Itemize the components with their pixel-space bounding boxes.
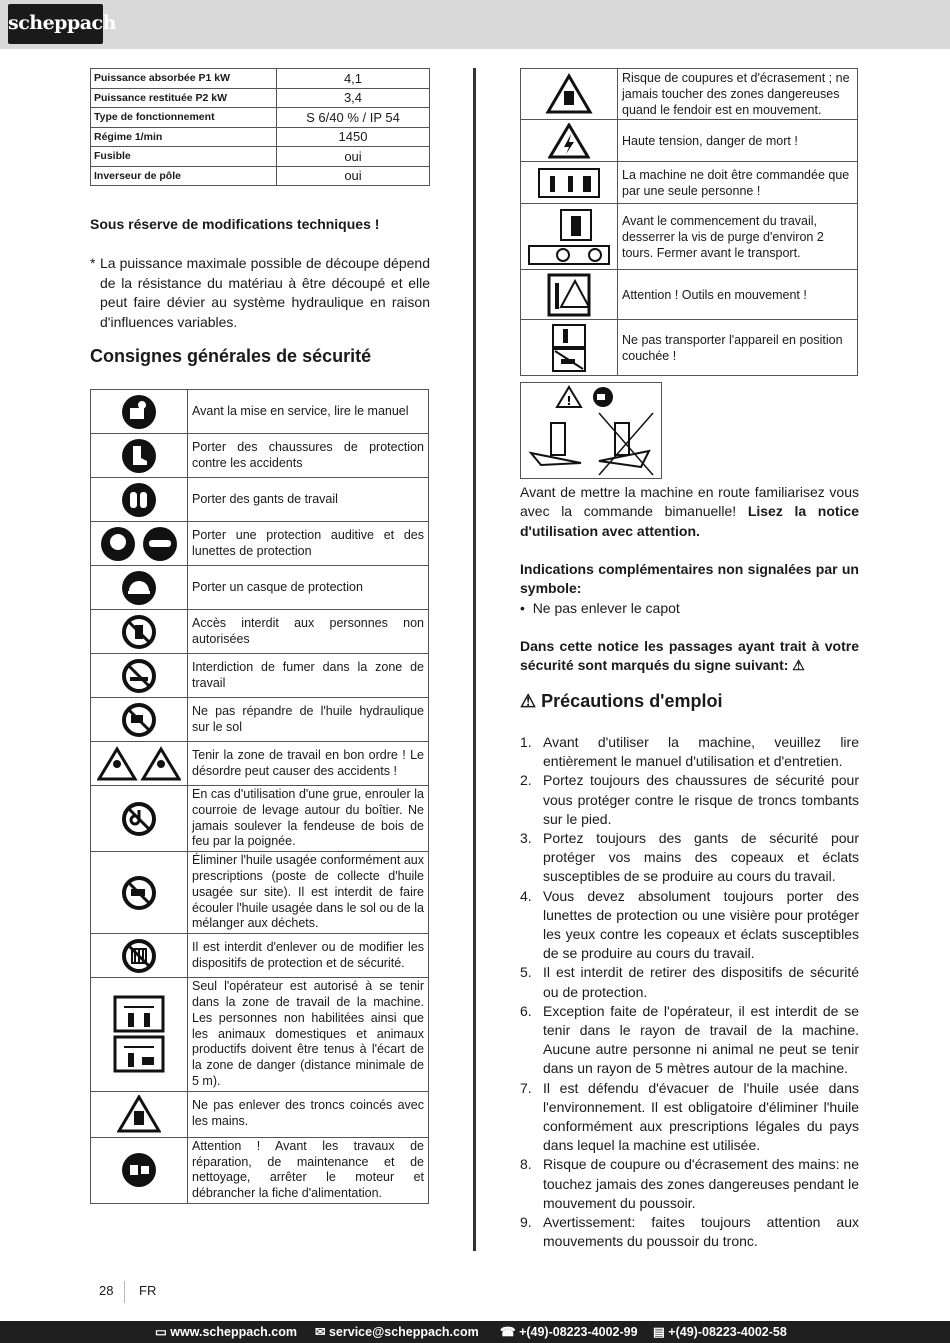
table-row: Haute tension, danger de mort ! — [521, 120, 858, 162]
table-row: Éliminer l'huile usagée conformément aux prescriptions (poste de collecte d'huile usagée sur site). Il est interdit de faire écouler l'huile usagée dans le sol ou de la mélanger aux déchets. — [91, 852, 429, 934]
table-row: Attention ! Outils en mouvement ! — [521, 270, 858, 320]
cut-crush-warning-icon — [521, 73, 617, 115]
table-row: Avant le commencement du travail, desserrer la vis de purge d'environ 2 tours. Fermer avant le transport. — [521, 204, 858, 270]
no-oil-spill-icon — [91, 702, 187, 738]
table-row: Porter des chaussures de protection contre les accidents — [91, 434, 429, 478]
no-smoking-icon — [91, 658, 187, 694]
no-lying-transport-icon — [521, 323, 617, 373]
list-item: 8. Risque de coupure ou d'écrasement des mains: ne touchez jamais des zones dangereuses pendant le mouvement du poussoir. — [520, 1156, 859, 1211]
table-row: Seul l'opérateur est autorisé à se tenir dans la zone de travail de la machine. Les personnes non habilitées ainsi que les animaux domestiques et animaux productifs doivent être tenus à l'écart de la zone de danger (distance minimale de 5 m). — [91, 978, 429, 1092]
ear-eye-protection-icon — [91, 526, 187, 562]
no-access-icon — [91, 614, 187, 650]
table-row: Risque de coupures et d'écrasement ; ne jamais toucher des zones dangereuses quand le fendoir est en mouvement. — [521, 69, 858, 120]
table-row: Puissance absorbée P1 kW 4,1 — [91, 69, 430, 89]
intro-paragraph: Avant de mettre la machine en route familiarisez vous avec la commande bimanuelle! Lisez la notice d'utilisation avec attention. — [520, 484, 859, 539]
footer-phone[interactable]: ☎ +(49)-08223-4002-99 — [500, 1325, 638, 1339]
footnote: * La puissance maximale possible de découpe dépend de la résistance du matériau à être découpé et elle peut faire dévier au système hydraulique en raison d'influences variables. — [90, 255, 430, 330]
oil-disposal-icon — [91, 875, 187, 911]
footer-fax[interactable]: ▤ +(49)-08223-4002-58 — [653, 1325, 787, 1339]
table-row: Porter une protection auditive et des lunettes de protection — [91, 522, 429, 566]
list-item: 5. Il est interdit de retirer des dispositifs de sécurité ou de protection. — [520, 964, 859, 1000]
page-number: 28 — [99, 1283, 114, 1298]
danger-zone-icon — [91, 995, 187, 1073]
two-hand-operation-diagram — [520, 382, 662, 479]
helmet-icon — [91, 570, 187, 606]
precautions-title: ⚠ Précautions d'emploi — [520, 691, 723, 711]
fax-icon: ▤ — [653, 1325, 665, 1339]
header-bar — [0, 0, 950, 49]
section-title: Consignes générales de sécurité — [90, 346, 372, 366]
precautions-list — [520, 733, 859, 1251]
table-row: Inverseur de pôle oui — [91, 166, 430, 186]
page-language: FR — [139, 1283, 157, 1298]
table-row: Régime 1/min 1450 — [91, 127, 430, 147]
table-row: Tenir la zone de travail en bon ordre ! Le désordre peut causer des accidents ! — [91, 742, 429, 786]
page-separator — [124, 1281, 125, 1303]
table-row: Type de fonctionnement S 6/40 % / IP 54 — [91, 108, 430, 128]
list-item: 6. Exception faite de l'opérateur, il est interdit de se tenir dans le rayon de travail de la machine. Aucune autre personne ni animal ne peut se tenir dans un rayon de 5 mètres autour de la machine. — [520, 1002, 859, 1077]
reserve-note: Sous réserve de modifications techniques ! — [90, 216, 380, 232]
list-item: 3. Portez toujours des gants de sécurité pour protéger vos mains des copeaux et éclats susceptibles de se produire au cours du travail. — [520, 830, 859, 885]
footer-bar — [0, 1321, 950, 1343]
table-row: Puissance restituée P2 kW 3,4 — [91, 88, 430, 108]
single-operator-icon — [521, 168, 617, 198]
list-item: 1. Avant d'utiliser la machine, veuillez lire entièrement le manuel d'utilisation et d'entretien. — [520, 734, 859, 770]
phone-icon: ☎ — [500, 1325, 516, 1339]
table-row: Fusible oui — [91, 147, 430, 167]
footer-email[interactable]: ✉ service@scheppach.com — [315, 1325, 479, 1339]
table-row: Ne pas transporter l'appareil en position couchée ! — [521, 320, 858, 376]
list-item: 9. Avertissement: faites toujours attention aux mouvements du poussoir du tronc. — [520, 1214, 859, 1250]
additional-indications: Indications complémentaires non signalées par un symbole: • Ne pas enlever le capot — [520, 561, 859, 616]
table-row: Porter des gants de travail — [91, 478, 429, 522]
table-row: Il est interdit d'enlever ou de modifier les dispositifs de protection et de sécurité. — [91, 934, 429, 978]
no-remove-guards-icon — [91, 938, 187, 974]
vent-screw-icon — [521, 208, 617, 266]
unplug-icon — [91, 1152, 187, 1188]
moving-tools-icon — [521, 273, 617, 317]
footer-web[interactable]: ▭ www.scheppach.com — [155, 1325, 297, 1339]
table-row: Ne pas répandre de l'huile hydraulique sur le sol — [91, 698, 429, 742]
safety-table-right — [520, 68, 858, 376]
read-manual-icon — [91, 394, 187, 430]
table-row: Interdiction de fumer dans la zone de travail — [91, 654, 429, 698]
table-row: En cas d'utilisation d'une grue, enrouler la courroie de levage autour du boîtier. Ne jamais soulever la fendeuse de bois de feu par la poignée. — [91, 786, 429, 852]
table-row: Avant la mise en service, lire le manuel — [91, 390, 429, 434]
safety-boots-icon — [91, 438, 187, 474]
table-row: Attention ! Avant les travaux de réparation, de maintenance et de nettoyage, arrêter le moteur et débrancher la fiche d'alimentation. — [91, 1137, 429, 1203]
gloves-icon — [91, 482, 187, 518]
safety-marker-note: Dans cette notice les passages ayant trait à votre sécurité sont marqués du signe suivant: ⚠ — [520, 638, 859, 674]
specs-table — [90, 68, 430, 186]
table-row: Ne pas enlever des troncs coincés avec les mains. — [91, 1091, 429, 1137]
slip-trip-warning-icon — [91, 746, 187, 782]
safety-table-left — [90, 389, 429, 1204]
mail-icon: ✉ — [315, 1325, 326, 1339]
stuck-log-warning-icon — [91, 1095, 187, 1133]
table-row: Porter un casque de protection — [91, 566, 429, 610]
crane-hook-icon — [91, 801, 187, 837]
monitor-icon: ▭ — [155, 1325, 167, 1339]
column-divider — [473, 68, 476, 1251]
list-item: 4. Vous devez absolument toujours porter des lunettes de protection ou une visière pour protéger les yeux contre les copeaux et éclats susceptibles de se produire au cours du travail. — [520, 887, 859, 962]
table-row: Accès interdit aux personnes non autorisées — [91, 610, 429, 654]
high-voltage-icon — [521, 123, 617, 159]
list-item: 7. Il est défendu d'évacuer de l'huile usée dans l'environnement. Il est obligatoire d'éliminer l'huile conformément aux prescriptions légales du pays dans lequel la machine est utilisée. — [520, 1079, 859, 1154]
scheppach-logo: scheppach — [8, 4, 103, 44]
svg-text:!: ! — [566, 394, 572, 408]
list-item: 2. Portez toujours des chaussures de sécurité pour vous protéger contre le risque de troncs tombants sur le pied. — [520, 772, 859, 827]
table-row: La machine ne doit être commandée que par une seule personne ! — [521, 162, 858, 204]
